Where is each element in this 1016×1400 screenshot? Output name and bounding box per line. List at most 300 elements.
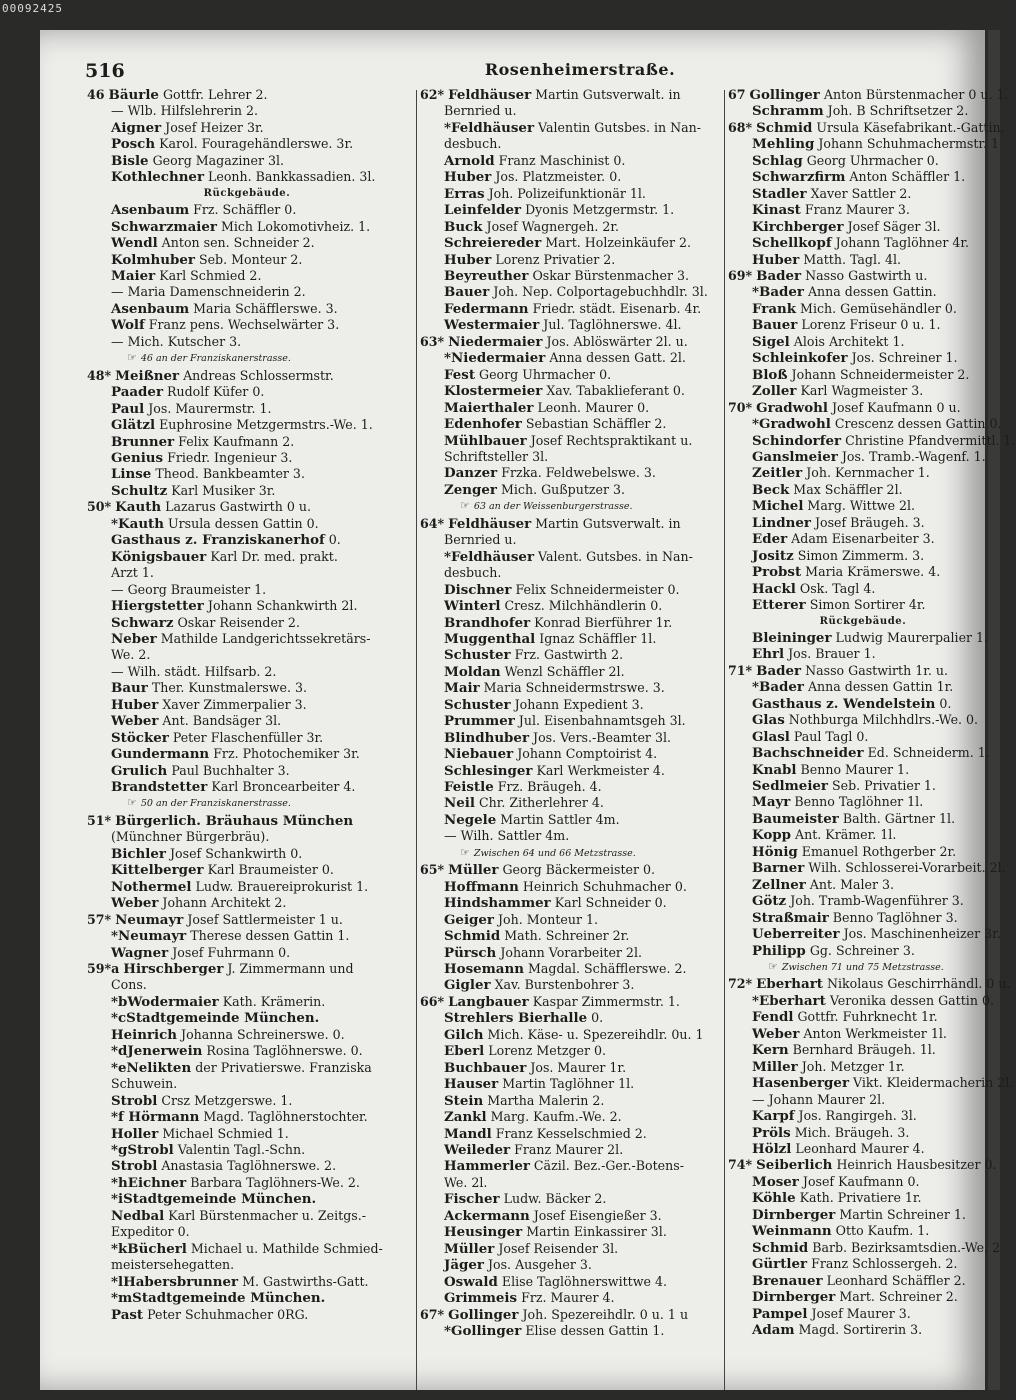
resident-entry [420, 945, 720, 961]
resident-name: Schlesinger [444, 762, 533, 779]
resident-name: *cStadtgemeinde München. [111, 1010, 320, 1027]
resident-entry [728, 317, 998, 333]
resident-entry [420, 186, 720, 202]
resident-name: Heinrich [111, 1026, 178, 1043]
resident-details: Karl Dr. med. prakt. [210, 548, 338, 564]
resident-name: Strobl [111, 1158, 158, 1175]
resident-name: Brunner [111, 433, 175, 450]
resident-entry [87, 928, 407, 944]
resident-name: Blindhuber [444, 729, 529, 746]
resident-entry [87, 434, 407, 450]
resident-details: Josef Säger 3l. [847, 218, 941, 234]
resident-entry [87, 268, 407, 284]
house-number: 46 [87, 87, 105, 102]
resident-name: Kirchberger [752, 218, 844, 235]
resident-name: *mStadtgemeinde München. [111, 1290, 326, 1307]
entry-continuation [420, 449, 720, 465]
resident-name: Erras [444, 185, 485, 202]
resident-entry [87, 120, 407, 136]
resident-entry [728, 910, 998, 926]
cross-reference [87, 350, 407, 367]
resident-name: Posch [111, 136, 156, 153]
resident-name: Kinast [752, 202, 801, 219]
resident-name: Kauth [115, 499, 162, 516]
running-head: Rosenheimerstraße. [484, 60, 676, 79]
resident-entry [728, 235, 998, 251]
resident-entry [87, 730, 407, 746]
resident-entry [728, 153, 998, 169]
entry-text: — Georg Braumeister 1. [111, 581, 267, 597]
resident-entry [728, 1026, 998, 1042]
resident-entry [728, 827, 998, 843]
resident-details: Jos. Schreiner 1. [851, 350, 958, 366]
resident-details: Johann Comptoirist 4. [517, 746, 658, 762]
entry-text: — Wilh. Sattler 4m. [444, 828, 570, 844]
house-number-entry [87, 961, 407, 977]
resident-details: Crsz Metzgerswe. 1. [161, 1092, 293, 1108]
resident-details: Elise dessen Gattin 1. [525, 1322, 665, 1338]
resident-name: Hirschberger [123, 961, 224, 978]
resident-entry [728, 1289, 998, 1305]
pointing-hand-icon: ☞ [127, 796, 137, 810]
resident-entry [87, 516, 407, 532]
resident-details: Alois Architekt 1. [793, 333, 905, 349]
resident-name: *Feldhäuser [444, 119, 535, 136]
resident-details: Jos. Brauer 1. [788, 646, 876, 662]
resident-details: Jul. Taglöhnerswe. 4l. [543, 317, 682, 333]
house-number: 69* [728, 267, 753, 283]
house-number: 50* [87, 499, 112, 515]
resident-name: Huber [444, 169, 492, 186]
resident-entry [420, 895, 720, 911]
resident-name: Bader [756, 267, 802, 284]
house-number-entry [87, 368, 407, 384]
resident-entry [420, 697, 720, 713]
resident-name: Oswald [444, 1273, 498, 1290]
house-number-entry [87, 87, 407, 103]
resident-name: Fendl [752, 1009, 794, 1026]
resident-name: *Niedermaier [444, 350, 546, 367]
resident-details: Osk. Tagl 4. [799, 580, 876, 596]
resident-entry [87, 862, 407, 878]
cross-reference [87, 795, 407, 812]
resident-entry [87, 1241, 407, 1257]
house-number-entry [87, 499, 407, 515]
resident-entry [728, 432, 1016, 449]
resident-entry [420, 1109, 720, 1125]
entry-continuation [87, 565, 407, 581]
resident-name: Brandstetter [111, 779, 208, 796]
resident-name: Schmid [756, 119, 813, 136]
resident-name: Schramm [752, 103, 824, 120]
house-number: 59*a [87, 961, 120, 977]
resident-name: Gundermann [111, 746, 210, 763]
entry-text: desbuch. [444, 565, 502, 581]
resident-name: Huber [752, 251, 800, 268]
resident-entry [420, 1043, 720, 1059]
resident-entry [420, 1191, 720, 1207]
resident-entry [87, 284, 407, 300]
resident-details: Paul Tagl 0. [793, 728, 869, 744]
resident-entry [420, 367, 720, 383]
resident-name: Hackl [752, 580, 796, 597]
resident-entry [728, 334, 998, 350]
entry-text: meistersehegatten. [111, 1257, 235, 1273]
entry-text: — Wlb. Hilfslehrerin 2. [111, 103, 259, 119]
resident-name: Neumayr [115, 911, 184, 928]
resident-details: Franz Maschinist 0. [498, 152, 626, 168]
resident-details: Felix Schneidermeister 0. [515, 581, 680, 597]
resident-name: Moldan [444, 663, 501, 680]
resident-name: Weber [752, 1025, 800, 1042]
resident-details: Max Schäffler 2l. [793, 481, 903, 497]
resident-details: Valentin Gutsbes. in Nan- [538, 119, 701, 135]
resident-name: Ackermann [444, 1207, 530, 1224]
resident-details: Lorenz Privatier 2. [495, 251, 616, 267]
resident-details: Johann Schuhmachermstr. 1 [818, 136, 1000, 152]
resident-entry [87, 746, 407, 762]
resident-entry [420, 1158, 720, 1174]
resident-name: Linse [111, 466, 152, 483]
resident-details: M. Gastwirths-Gatt. [242, 1273, 369, 1289]
resident-entry [420, 1060, 720, 1076]
resident-entry [420, 1142, 720, 1158]
resident-details: Josef Sattlermeister 1 u. [187, 911, 343, 927]
resident-name: Schlag [752, 152, 803, 169]
page-number: 516 [85, 60, 125, 82]
resident-details: Therese dessen Gattin 1. [190, 928, 350, 944]
column-1 [87, 87, 407, 1387]
resident-details: Oskar Bürstenmacher 3. [532, 267, 689, 283]
resident-details: Leonhard Maurer 4. [795, 1141, 925, 1156]
resident-details: Franz Maurer 2l. [514, 1142, 624, 1157]
resident-name: Schwarzmaier [111, 218, 217, 235]
resident-entry [728, 1239, 1001, 1256]
resident-name: Bleininger [752, 629, 832, 646]
resident-details: Karl Schmied 2. [159, 267, 262, 283]
resident-details: Paul Buchhalter 3. [171, 762, 290, 778]
resident-name: Gollinger [749, 87, 820, 103]
resident-details: Gg. Schreiner 3. [809, 942, 915, 958]
resident-entry [728, 943, 998, 959]
resident-name: Bloß [752, 366, 788, 383]
resident-entry [728, 729, 998, 745]
resident-details: Sebastian Schäffler 2. [525, 416, 667, 432]
resident-entry [87, 1043, 407, 1059]
resident-details: Nasso Gastwirth 1r. u. [805, 662, 948, 678]
resident-entry [87, 1027, 407, 1043]
resident-name: Seiberlich [756, 1157, 833, 1174]
resident-name: Schellkopf [752, 235, 832, 252]
resident-details: Barbara Taglöhners-We. 2. [190, 1174, 360, 1190]
resident-details: Xav. Burstenbohrer 3. [494, 977, 635, 993]
resident-name: Barner [752, 860, 805, 877]
resident-entry [420, 713, 720, 729]
cross-reference [728, 959, 998, 976]
resident-details: Martin Gutsverwalt. in [535, 87, 681, 102]
resident-entry [728, 893, 998, 909]
resident-details: Franz Kesselschmied 2. [495, 1125, 647, 1141]
resident-name: Jäger [444, 1257, 484, 1274]
resident-details: Josef Maurer 3. [811, 1305, 911, 1321]
entry-text: Expeditor 0. [111, 1224, 190, 1240]
resident-details: Anastasia Taglöhnerswe. 2. [161, 1158, 337, 1174]
resident-details: Joh. Spezereihdlr. 0 u. 1 u [522, 1306, 689, 1322]
resident-entry [420, 153, 720, 169]
resident-entry [87, 1175, 407, 1191]
house-number: 67 [728, 87, 746, 102]
resident-name: Gasthaus z. Wendelstein [752, 695, 936, 712]
resident-details: Georg Bäckermeister 0. [502, 862, 656, 878]
entry-text: — Mich. Kutscher 3. [111, 333, 242, 349]
resident-name: Nedbal [111, 1207, 165, 1224]
resident-name: Grulich [111, 762, 168, 779]
resident-details: Jul. Eisenbahnamtsgeh 3l. [518, 713, 686, 729]
entry-text: We. 2. [111, 647, 151, 663]
resident-entry [87, 1060, 407, 1076]
resident-entry [728, 1009, 998, 1025]
cross-reference [420, 498, 720, 515]
resident-entry [728, 993, 998, 1009]
resident-name: Schmid [444, 928, 501, 945]
resident-entry [87, 384, 407, 400]
resident-name: Probst [752, 564, 802, 581]
resident-details: Xaver Sattler 2. [810, 185, 912, 201]
resident-entry [420, 812, 720, 828]
resident-entry [87, 1208, 407, 1224]
resident-entry [87, 615, 407, 631]
resident-name: Zeitler [752, 465, 803, 482]
resident-entry [87, 153, 407, 169]
entry-continuation [87, 829, 407, 845]
resident-details: Heinrich Schuhmacher 0. [522, 878, 687, 894]
resident-name: Sigel [752, 333, 790, 350]
resident-details: Mart. Schreiner 2. [839, 1289, 958, 1305]
resident-details: Johann Schneidermeister 2. [791, 366, 970, 382]
resident-details: Ludw. Brauereiprokurist 1. [195, 878, 369, 894]
resident-details: Josef Eisengießer 3. [533, 1207, 662, 1223]
house-number: 67* [420, 1306, 445, 1322]
resident-name: Hasenberger [752, 1075, 849, 1092]
resident-details: Benno Taglöhner 1l. [794, 794, 924, 810]
resident-entry [728, 811, 998, 827]
house-number-entry [728, 87, 1009, 103]
resident-name: Zoller [752, 383, 797, 400]
resident-name: Gasthaus z. Franziskanerhof [111, 532, 325, 549]
section-heading: Rückgebäude. [203, 187, 291, 199]
house-number-entry [87, 813, 407, 829]
resident-details: Martin Schreiner 1. [839, 1206, 966, 1222]
entry-continuation [87, 647, 407, 663]
resident-name: Bachschneider [752, 745, 864, 762]
resident-name: Eberl [444, 1043, 485, 1060]
resident-name: Mandl [444, 1125, 492, 1142]
resident-name: *Eberhart [752, 992, 826, 1009]
resident-details: Heinrich Hausbesitzer 0. [836, 1157, 997, 1173]
resident-entry [728, 482, 998, 498]
resident-entry [420, 219, 720, 235]
house-number: 74* [728, 1157, 753, 1173]
resident-entry [87, 103, 407, 119]
resident-entry [728, 712, 998, 728]
resident-entry [87, 631, 407, 647]
resident-details: Anton sen. Schneider 2. [161, 235, 315, 251]
resident-details: Xav. Tabaklieferant 0. [546, 383, 685, 399]
resident-entry [420, 1290, 720, 1306]
resident-entry [87, 252, 407, 268]
resident-name: Prummer [444, 713, 515, 730]
entry-text: Schriftsteller 3l. [444, 448, 549, 464]
resident-name: *dJenerwein [111, 1043, 203, 1060]
resident-name: Weber [111, 895, 159, 912]
resident-details: Joh. Polizeifunktionär 1l. [488, 185, 646, 201]
resident-details: Lorenz Metzger 0. [488, 1043, 607, 1059]
resident-name: Genius [111, 449, 164, 466]
resident-entry [87, 779, 407, 795]
resident-entry [728, 1207, 998, 1223]
resident-name: Jositz [752, 547, 794, 564]
resident-name: Mehling [752, 136, 815, 153]
resident-name: Miller [752, 1058, 798, 1075]
resident-details: Anton Bürstenmacher 0 u. 1. [823, 87, 1009, 102]
house-number: 64* [420, 515, 445, 531]
resident-details: Frz. Maurer 4. [521, 1290, 615, 1306]
resident-entry [420, 912, 720, 928]
resident-entry [728, 1108, 998, 1124]
resident-details: Emanuel Rothgerber 2r. [801, 843, 957, 859]
entry-continuation [420, 532, 720, 548]
resident-entry [420, 1076, 720, 1092]
resident-details: Seb. Monteur 2. [198, 251, 303, 267]
resident-details: Lorenz Friseur 0 u. 1. [801, 317, 941, 333]
resident-name: Brandhofer [444, 614, 531, 631]
resident-entry [87, 450, 407, 466]
resident-details: Theod. Bankbeamter 3. [155, 466, 305, 482]
resident-details: Anna dessen Gatt. 2l. [549, 350, 686, 366]
resident-name: Kothlechner [111, 169, 205, 186]
resident-name: Straßmair [752, 909, 829, 926]
resident-name: *Gradwohl [752, 416, 831, 433]
entry-text: Bernried u. [444, 103, 517, 119]
house-number-entry [420, 994, 720, 1010]
resident-name: Bäurle [108, 87, 159, 103]
resident-name: Baumeister [752, 810, 839, 827]
resident-entry [728, 465, 998, 481]
resident-entry [420, 549, 720, 565]
resident-details: Karol. Fouragehändlerswe. 3r. [159, 136, 354, 152]
resident-name: *iStadtgemeinde München. [111, 1191, 317, 1208]
resident-name: Schreiereder [444, 235, 542, 252]
resident-name: Gürtler [752, 1256, 808, 1273]
resident-name: *Kauth [111, 515, 164, 532]
resident-entry [420, 465, 720, 481]
resident-details: Franz Schlossergeh. 2. [811, 1256, 958, 1272]
resident-name: Knabl [752, 761, 797, 778]
resident-details: Gottfr. Fuhrknecht 1r. [797, 1009, 938, 1025]
resident-details: Maria Schneidermstrswe. 3. [483, 680, 665, 696]
resident-details: Ignaz Schäffler 1l. [539, 630, 657, 646]
entry-continuation [420, 565, 720, 581]
resident-name: Schultz [111, 482, 168, 499]
resident-name: Glas [752, 712, 785, 729]
section-heading: Rückgebäude. [819, 615, 907, 627]
resident-name: Bader [756, 662, 802, 679]
resident-details: Valent. Gutsbes. in Nan- [538, 548, 693, 564]
resident-details: Franz pens. Wechselwärter 3. [148, 317, 340, 333]
resident-details: Ursula dessen Gattin 0. [168, 515, 319, 531]
resident-name: Maierthaler [444, 399, 534, 416]
resident-name: Ganslmeier [752, 448, 838, 465]
resident-details: Friedr. städt. Eisenarb. 4r. [532, 300, 702, 316]
resident-name: *eNelikten [111, 1059, 192, 1076]
cross-reference-text: 50 an der Franziskanerstrasse. [140, 798, 291, 810]
resident-details: Oskar Reisender 2. [177, 614, 300, 630]
resident-entry [728, 169, 998, 185]
resident-details: Michael Schmied 1. [162, 1125, 289, 1141]
resident-entry [728, 877, 998, 893]
column-rule [724, 90, 725, 1390]
house-number-entry [728, 400, 998, 416]
resident-entry [87, 1109, 407, 1125]
resident-details: Xaver Zimmerpalier 3. [162, 696, 307, 712]
house-number-entry [420, 87, 720, 103]
entry-continuation [87, 1257, 407, 1273]
resident-details: Josef Bräugeh. 3. [814, 514, 925, 530]
resident-entry [728, 1273, 998, 1289]
resident-entry [420, 928, 720, 944]
resident-details: Martin Einkassirer 3l. [526, 1224, 667, 1240]
resident-entry [420, 582, 720, 598]
cross-reference [420, 845, 720, 862]
resident-name: *gStrobl [111, 1142, 174, 1158]
resident-entry [728, 1223, 998, 1239]
resident-details: Jos. Platzmeister. 0. [495, 169, 622, 185]
resident-details: 0. [939, 695, 952, 711]
resident-details: Anton Schäffler 1. [849, 169, 966, 185]
resident-name: Zankl [444, 1109, 487, 1126]
resident-details: Math. Schreiner 2r. [504, 928, 630, 944]
resident-details: Joh. Nep. Colportagebuchhdlr. 3l. [493, 284, 708, 300]
resident-name: Hiergstetter [111, 598, 204, 615]
resident-name: Kopp [752, 827, 792, 844]
resident-entry [728, 186, 998, 202]
resident-name: Mayr [752, 794, 791, 811]
resident-entry [87, 549, 407, 565]
house-number: 57* [87, 911, 112, 927]
resident-details: Simon Sortirer 4r. [809, 597, 926, 613]
resident-entry [728, 1256, 998, 1272]
resident-entry [87, 334, 407, 350]
resident-details: Johann Schankwirth 2l. [207, 598, 358, 614]
entry-continuation [87, 1076, 407, 1092]
resident-name: Pröls [752, 1124, 791, 1141]
resident-entry [420, 598, 720, 614]
resident-details: Otto Kaufm. 1. [835, 1223, 930, 1239]
resident-details: Ed. Schneiderm. 1. [867, 745, 990, 761]
resident-entry [728, 367, 998, 383]
resident-entry [420, 235, 720, 251]
resident-details: Mich. Käse- u. Spezereihdlr. 0u. 1 [487, 1026, 704, 1042]
resident-entry [420, 202, 720, 218]
resident-name: *kBücherl [111, 1240, 187, 1257]
resident-name: Schwarz [111, 614, 174, 631]
resident-name: Ehrl [752, 646, 785, 663]
resident-name: Schindorfer [752, 432, 842, 449]
resident-entry [728, 1141, 998, 1157]
entry-text: (Münchner Bürgerbräu). [111, 829, 270, 845]
resident-details: Benno Taglöhner 3. [832, 909, 958, 925]
resident-details: Karl Broncearbeiter 4. [211, 779, 356, 795]
